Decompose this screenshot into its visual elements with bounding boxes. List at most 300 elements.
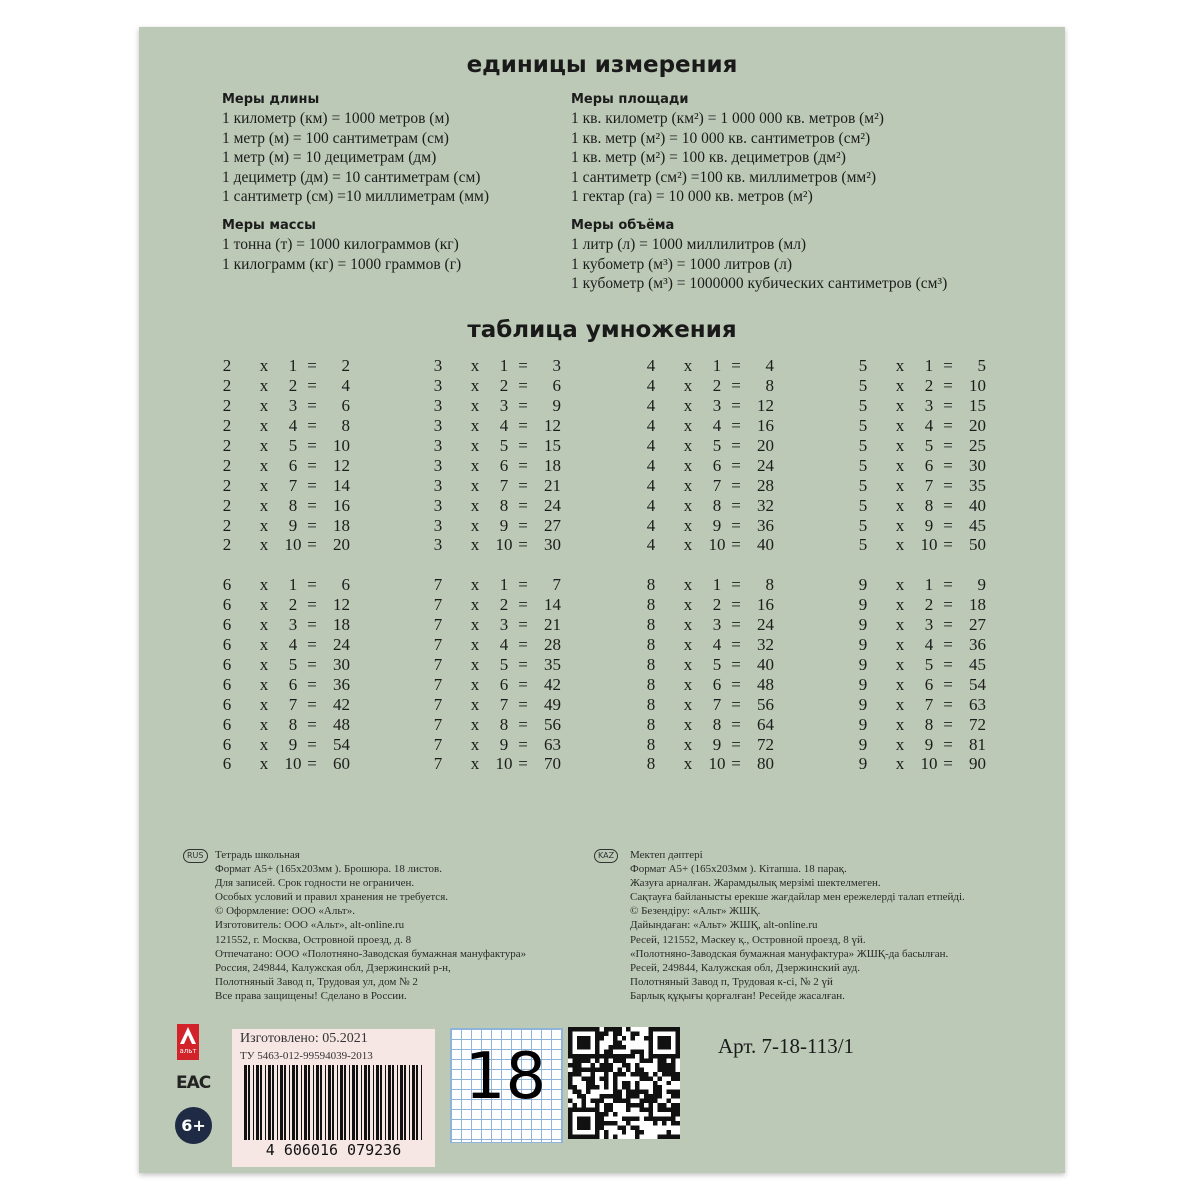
times-sign: x xyxy=(470,515,480,535)
multiplier: 7 xyxy=(924,475,934,495)
table-row xyxy=(431,456,561,476)
factor: 3 xyxy=(433,455,443,475)
imprint-line: Россия, 249844, Калужская обл, Дзержинский р-н, xyxy=(215,961,451,974)
table-row xyxy=(644,516,774,536)
barcode xyxy=(240,1065,428,1140)
equals-sign: = xyxy=(307,535,317,555)
times-sign: x xyxy=(259,375,269,395)
product: 12 xyxy=(544,415,561,435)
multiplier: 5 xyxy=(499,654,509,674)
multiplier: 10 xyxy=(284,754,302,774)
times-sign: x xyxy=(259,754,269,774)
times-sign: x xyxy=(470,674,480,694)
product: 20 xyxy=(333,535,350,555)
multiplier: 4 xyxy=(924,634,934,654)
multiplier: 3 xyxy=(712,614,722,634)
factor: 3 xyxy=(433,435,443,455)
times-sign: x xyxy=(683,455,693,475)
factor: 4 xyxy=(646,395,656,415)
times-table-4 xyxy=(644,356,774,555)
times-sign: x xyxy=(470,694,480,714)
product: 36 xyxy=(969,634,986,654)
table-row xyxy=(856,595,986,615)
product: 24 xyxy=(544,495,561,515)
units-heading: единицы измерения xyxy=(466,52,738,78)
times-sign: x xyxy=(683,435,693,455)
product: 40 xyxy=(969,495,986,515)
table-row xyxy=(220,456,350,476)
factor: 3 xyxy=(433,395,443,415)
equals-sign: = xyxy=(307,455,317,475)
multiplier: 8 xyxy=(712,714,722,734)
table-row xyxy=(856,735,986,755)
table-row xyxy=(220,476,350,496)
equals-sign: = xyxy=(943,734,953,754)
table-row xyxy=(431,595,561,615)
factor: 9 xyxy=(858,694,868,714)
multiplier: 6 xyxy=(288,674,298,694)
table-row xyxy=(644,376,774,396)
imprint-line: © Оформление: ООО «Альт». xyxy=(215,905,355,918)
volume-line: 1 кубометр (м³) = 1000000 кубических сантиметров (см³) xyxy=(571,275,948,293)
imprint-line: Дайындаған: «Альт» ЖШҚ, alt-online.ru xyxy=(630,919,818,932)
article-number: Арт. 7-18-113/1 xyxy=(718,1034,855,1058)
equals-sign: = xyxy=(307,515,317,535)
equals-sign: = xyxy=(518,435,528,455)
times-sign: x xyxy=(683,594,693,614)
factor: 9 xyxy=(858,734,868,754)
imprint-line: Все права защищены! Сделано в России. xyxy=(215,989,407,1002)
table-row xyxy=(431,496,561,516)
product: 50 xyxy=(969,535,986,555)
product: 28 xyxy=(757,475,774,495)
table-row xyxy=(431,695,561,715)
equals-sign: = xyxy=(731,674,741,694)
times-sign: x xyxy=(895,614,905,634)
imprint-line: Ресей, 121552, Мәскеу қ., Островной проезд, 8 үй. xyxy=(630,933,866,946)
equals-sign: = xyxy=(943,395,953,415)
area-line: 1 кв. метр (м²) = 100 кв. дециметров (дм²) xyxy=(571,149,846,167)
equals-sign: = xyxy=(518,714,528,734)
mass-title: Меры массы xyxy=(222,218,316,233)
manufactured-date: Изготовлено: 05.2021 xyxy=(240,1031,368,1046)
multiplier: 3 xyxy=(924,395,934,415)
multiplier: 7 xyxy=(499,694,509,714)
product: 81 xyxy=(969,734,986,754)
table-row xyxy=(644,715,774,735)
factor: 5 xyxy=(858,395,868,415)
table-row xyxy=(220,675,350,695)
multiplier: 7 xyxy=(712,475,722,495)
times-sign: x xyxy=(895,734,905,754)
equals-sign: = xyxy=(943,754,953,774)
tu-number: ТУ 5463-012-99594039-2013 xyxy=(240,1050,373,1062)
product: 9 xyxy=(552,395,561,415)
product: 3 xyxy=(552,356,561,375)
equals-sign: = xyxy=(943,614,953,634)
table-row xyxy=(856,615,986,635)
multiplier: 8 xyxy=(499,714,509,734)
product: 45 xyxy=(969,654,986,674)
multiplier: 9 xyxy=(288,734,298,754)
product: 56 xyxy=(544,714,561,734)
multiplication-heading: таблица умножения xyxy=(467,317,737,343)
factor: 9 xyxy=(858,674,868,694)
equals-sign: = xyxy=(943,435,953,455)
equals-sign: = xyxy=(518,634,528,654)
table-row xyxy=(856,635,986,655)
equals-sign: = xyxy=(518,575,528,594)
multiplier: 1 xyxy=(712,356,722,375)
table-row xyxy=(856,715,986,735)
volume-title: Меры объёма xyxy=(571,218,675,233)
times-sign: x xyxy=(683,475,693,495)
product: 35 xyxy=(969,475,986,495)
product: 30 xyxy=(969,455,986,475)
product: 48 xyxy=(757,674,774,694)
multiplier: 1 xyxy=(924,575,934,594)
table-row xyxy=(431,376,561,396)
equals-sign: = xyxy=(943,356,953,375)
product: 64 xyxy=(757,714,774,734)
times-sign: x xyxy=(683,634,693,654)
factor: 4 xyxy=(646,455,656,475)
multiplier: 1 xyxy=(924,356,934,375)
times-sign: x xyxy=(259,356,269,375)
table-row xyxy=(431,436,561,456)
equals-sign: = xyxy=(518,455,528,475)
factor: 8 xyxy=(646,674,656,694)
imprint-kaz xyxy=(630,848,965,1003)
product: 2 xyxy=(341,356,350,375)
times-sign: x xyxy=(470,614,480,634)
product: 18 xyxy=(544,455,561,475)
equals-sign: = xyxy=(307,694,317,714)
imprint-line: Тетрадь школьная xyxy=(215,849,300,861)
multiplier: 3 xyxy=(712,395,722,415)
product: 30 xyxy=(544,535,561,555)
product: 9 xyxy=(977,575,986,594)
alt-logo-icon xyxy=(177,1024,199,1060)
equals-sign: = xyxy=(943,674,953,694)
factor: 7 xyxy=(433,754,443,774)
equals-sign: = xyxy=(518,535,528,555)
mass-line: 1 тонна (т) = 1000 килограммов (кг) xyxy=(222,236,459,253)
table-row xyxy=(220,516,350,536)
table-row xyxy=(431,535,561,555)
table-row xyxy=(644,476,774,496)
table-row xyxy=(644,535,774,555)
equals-sign: = xyxy=(307,734,317,754)
product: 32 xyxy=(757,495,774,515)
table-row xyxy=(431,356,561,376)
product: 12 xyxy=(333,594,350,614)
times-sign: x xyxy=(683,694,693,714)
factor: 5 xyxy=(858,435,868,455)
multiplier: 4 xyxy=(288,634,298,654)
times-table-8 xyxy=(644,575,774,774)
product: 72 xyxy=(757,734,774,754)
product: 15 xyxy=(969,395,986,415)
times-sign: x xyxy=(259,634,269,654)
factor: 4 xyxy=(646,475,656,495)
multiplier: 9 xyxy=(924,515,934,535)
factor: 2 xyxy=(222,375,232,395)
equals-sign: = xyxy=(518,674,528,694)
multiplier: 5 xyxy=(499,435,509,455)
multiplier: 2 xyxy=(924,594,934,614)
times-sign: x xyxy=(895,495,905,515)
imprint-line: Для записей. Срок годности не ограничен. xyxy=(215,877,415,890)
table-row xyxy=(644,356,774,376)
table-row xyxy=(856,516,986,536)
equals-sign: = xyxy=(731,415,741,435)
product: 35 xyxy=(544,654,561,674)
imprint-line: Изготовитель: ООО «Альт», alt-online.ru xyxy=(215,919,405,932)
multiplier: 5 xyxy=(288,654,298,674)
multiplier: 7 xyxy=(712,694,722,714)
multiplier: 2 xyxy=(499,375,509,395)
multiplier: 10 xyxy=(708,535,726,555)
times-sign: x xyxy=(683,575,693,594)
multiplier: 4 xyxy=(712,415,722,435)
equals-sign: = xyxy=(943,654,953,674)
multiplier: 5 xyxy=(924,435,934,455)
table-row xyxy=(644,456,774,476)
equals-sign: = xyxy=(943,714,953,734)
multiplier: 7 xyxy=(288,694,298,714)
factor: 9 xyxy=(858,634,868,654)
product: 4 xyxy=(765,356,774,375)
product: 14 xyxy=(544,594,561,614)
times-sign: x xyxy=(259,734,269,754)
factor: 9 xyxy=(858,575,868,594)
factor: 8 xyxy=(646,634,656,654)
multiplier: 1 xyxy=(712,575,722,594)
table-row xyxy=(856,356,986,376)
length-measures xyxy=(222,90,489,207)
multiplier: 6 xyxy=(712,455,722,475)
times-sign: x xyxy=(895,754,905,774)
product: 40 xyxy=(757,535,774,555)
table-row xyxy=(220,715,350,735)
times-sign: x xyxy=(895,634,905,654)
times-sign: x xyxy=(470,356,480,375)
notebook-back-cover xyxy=(139,27,1065,1173)
times-sign: x xyxy=(470,754,480,774)
equals-sign: = xyxy=(518,395,528,415)
area-line: 1 сантиметр (см²) =100 кв. миллиметров (мм²) xyxy=(571,168,877,186)
product: 54 xyxy=(969,674,986,694)
equals-sign: = xyxy=(307,634,317,654)
product: 36 xyxy=(333,674,350,694)
equals-sign: = xyxy=(731,734,741,754)
factor: 7 xyxy=(433,674,443,694)
multiplier: 1 xyxy=(288,575,298,594)
factor: 2 xyxy=(222,356,232,375)
factor: 7 xyxy=(433,714,443,734)
factor: 3 xyxy=(433,475,443,495)
factor: 9 xyxy=(858,654,868,674)
table-row xyxy=(644,416,774,436)
length-line: 1 сантиметр (см) =10 миллиметрам (мм) xyxy=(222,188,489,206)
eac-mark: ЕАС xyxy=(176,1073,211,1093)
product: 10 xyxy=(333,435,350,455)
equals-sign: = xyxy=(518,734,528,754)
factor: 6 xyxy=(222,614,232,634)
product: 24 xyxy=(333,634,350,654)
equals-sign: = xyxy=(518,515,528,535)
times-sign: x xyxy=(259,415,269,435)
product: 24 xyxy=(757,455,774,475)
factor: 5 xyxy=(858,475,868,495)
factor: 4 xyxy=(646,415,656,435)
equals-sign: = xyxy=(307,594,317,614)
times-sign: x xyxy=(470,714,480,734)
equals-sign: = xyxy=(307,356,317,375)
multiplier: 6 xyxy=(499,674,509,694)
times-sign: x xyxy=(259,395,269,415)
times-sign: x xyxy=(683,515,693,535)
equals-sign: = xyxy=(307,674,317,694)
equals-sign: = xyxy=(307,395,317,415)
table-row xyxy=(220,416,350,436)
times-sign: x xyxy=(259,694,269,714)
times-sign: x xyxy=(895,575,905,594)
product: 14 xyxy=(333,475,350,495)
length-line: 1 километр (км) = 1000 метров (м) xyxy=(222,110,450,127)
product: 28 xyxy=(544,634,561,654)
table-row xyxy=(644,496,774,516)
times-sign: x xyxy=(259,515,269,535)
multiplier: 6 xyxy=(499,455,509,475)
times-sign: x xyxy=(895,654,905,674)
factor: 8 xyxy=(646,694,656,714)
equals-sign: = xyxy=(731,395,741,415)
lang-badge-rus: RUS xyxy=(183,849,208,863)
equals-sign: = xyxy=(943,634,953,654)
table-row xyxy=(644,635,774,655)
product: 8 xyxy=(765,575,774,594)
equals-sign: = xyxy=(731,356,741,375)
product: 21 xyxy=(544,475,561,495)
multiplier: 2 xyxy=(712,375,722,395)
times-sign: x xyxy=(470,455,480,475)
table-row xyxy=(431,615,561,635)
product: 25 xyxy=(969,435,986,455)
product: 6 xyxy=(552,375,561,395)
factor: 3 xyxy=(433,415,443,435)
factor: 6 xyxy=(222,575,232,594)
imprint-line: Сақтауға байланысты ерекше жағдайлар мен ережелерді талап етпейді. xyxy=(630,891,965,904)
equals-sign: = xyxy=(943,594,953,614)
factor: 8 xyxy=(646,714,656,734)
factor: 9 xyxy=(858,614,868,634)
multiplier: 3 xyxy=(288,395,298,415)
factor: 2 xyxy=(222,435,232,455)
product: 5 xyxy=(977,356,986,375)
equals-sign: = xyxy=(943,515,953,535)
factor: 2 xyxy=(222,475,232,495)
table-row xyxy=(220,535,350,555)
equals-sign: = xyxy=(731,575,741,594)
equals-sign: = xyxy=(731,375,741,395)
multiplier: 6 xyxy=(924,674,934,694)
multiplier: 2 xyxy=(712,594,722,614)
product: 16 xyxy=(333,495,350,515)
multiplier: 10 xyxy=(708,754,726,774)
table-row xyxy=(644,754,774,774)
imprint-line: Жазуға арналған. Жарамдылық мерзімі шектелмеген. xyxy=(630,877,881,890)
multiplier: 6 xyxy=(712,674,722,694)
equals-sign: = xyxy=(518,415,528,435)
product: 6 xyxy=(341,575,350,594)
product: 72 xyxy=(969,714,986,734)
multiplier: 9 xyxy=(712,515,722,535)
equals-sign: = xyxy=(731,654,741,674)
mass-line: 1 килограмм (кг) = 1000 граммов (г) xyxy=(222,255,462,273)
table-row xyxy=(431,735,561,755)
table-row xyxy=(856,675,986,695)
table-row xyxy=(220,396,350,416)
times-sign: x xyxy=(683,535,693,555)
multiplier: 1 xyxy=(499,356,509,375)
equals-sign: = xyxy=(731,754,741,774)
times-sign: x xyxy=(259,455,269,475)
equals-sign: = xyxy=(943,475,953,495)
factor: 3 xyxy=(433,375,443,395)
product: 7 xyxy=(552,575,561,594)
equals-sign: = xyxy=(731,535,741,555)
times-sign: x xyxy=(895,356,905,375)
times-table-9 xyxy=(856,575,986,774)
factor: 8 xyxy=(646,614,656,634)
product: 16 xyxy=(757,415,774,435)
factor: 5 xyxy=(858,375,868,395)
equals-sign: = xyxy=(943,415,953,435)
table-row xyxy=(431,396,561,416)
times-sign: x xyxy=(470,535,480,555)
product: 80 xyxy=(757,754,774,774)
times-sign: x xyxy=(895,395,905,415)
times-sign: x xyxy=(259,654,269,674)
equals-sign: = xyxy=(307,754,317,774)
imprint-line: Особых условий и правил хранения не требуется. xyxy=(215,891,449,904)
factor: 4 xyxy=(646,495,656,515)
equals-sign: = xyxy=(518,594,528,614)
length-title: Меры длины xyxy=(222,92,320,107)
product: 63 xyxy=(544,734,561,754)
factor: 7 xyxy=(433,634,443,654)
factor: 5 xyxy=(858,495,868,515)
table-row xyxy=(220,754,350,774)
product: 36 xyxy=(757,515,774,535)
multiplier: 4 xyxy=(499,415,509,435)
times-sign: x xyxy=(259,714,269,734)
multiplier: 8 xyxy=(288,495,298,515)
multiplier: 9 xyxy=(288,515,298,535)
times-sign: x xyxy=(683,495,693,515)
factor: 8 xyxy=(646,575,656,594)
product: 24 xyxy=(757,614,774,634)
product: 54 xyxy=(333,734,350,754)
equals-sign: = xyxy=(307,575,317,594)
multiplier: 6 xyxy=(924,455,934,475)
table-row xyxy=(220,496,350,516)
factor: 4 xyxy=(646,535,656,555)
table-row xyxy=(856,436,986,456)
volume-line: 1 кубометр (м³) = 1000 литров (л) xyxy=(571,255,792,273)
